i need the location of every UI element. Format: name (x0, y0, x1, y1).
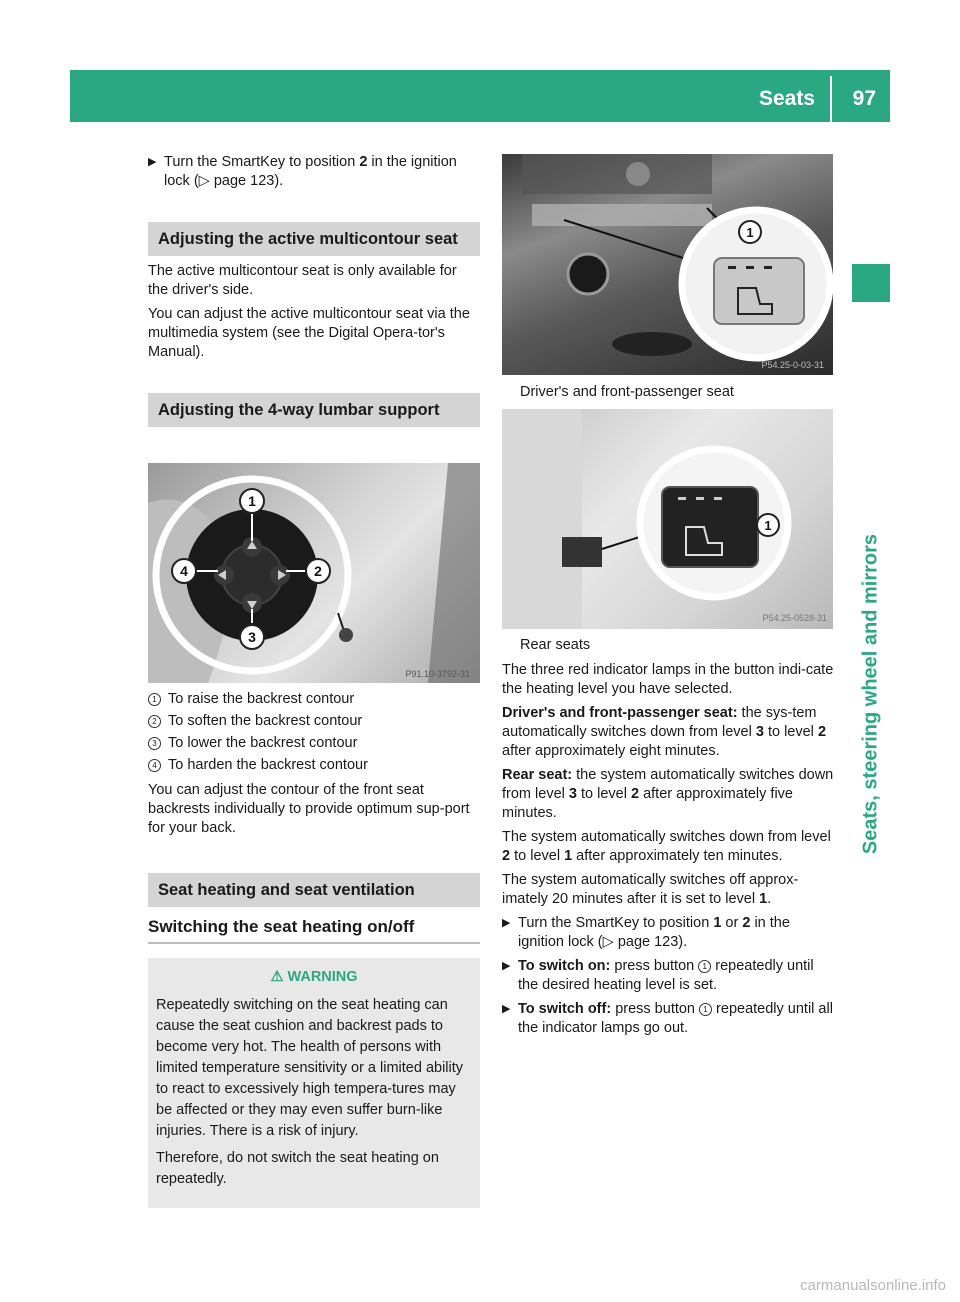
caption-rear: Rear seats (520, 637, 591, 653)
callout-3: 3 (248, 629, 256, 645)
left-column (148, 153, 480, 433)
header-divider (830, 76, 832, 122)
multicontour-p2: You can adjust the active multicontour seat via the multimedia system (see the Digital Opera-tor's Manual). (148, 306, 470, 360)
image-code: P91.10-3792-31 (405, 669, 470, 679)
page-reference-link[interactable]: page 123). (213, 173, 284, 189)
lumbar-body: You can adjust the contour of the front seat backrests individually to provide optimum sup-port for your back. (148, 782, 470, 836)
side-tab-marker (852, 264, 890, 302)
callout-number-icon: 4 (148, 759, 161, 772)
warning-p1: Repeatedly switching on the seat heating can cause the seat cushion and backrest pads to become very hot. The health of persons with limited temperature sensitivity or a limited ability to react to excessively high tempera-tures may be affected or they may even suffer burn-like injuries. There is a risk of injury. (156, 997, 464, 1139)
seat-heating-heading: Seat heating and seat ventilation (148, 873, 480, 907)
right-column-text (502, 661, 834, 1043)
lumbar-item-1: 1 To raise the backrest contour (148, 690, 480, 709)
lumbar-item-3: 3 To lower the backrest contour (148, 734, 480, 753)
image-code: P54.25-0528-31 (762, 613, 827, 623)
caption-front: Driver's and front-passenger seat (520, 384, 734, 400)
lumbar-diagram (148, 463, 480, 683)
step-arrow-icon: ▶ (502, 960, 511, 972)
multicontour-heading: Adjusting the active multicontour seat (148, 222, 480, 256)
rear-paragraph: Rear seat: the system automatically switches down from level 3 to level 2 after approximately five minutes. (502, 767, 834, 821)
front-seat-heating-photo (502, 154, 833, 375)
warning-p2: Therefore, do not switch the seat heating on repeatedly. (156, 1150, 439, 1187)
down-paragraph: The system automatically switches down from level 2 to level 1 after approximately ten minutes. (502, 829, 831, 864)
callout-number-icon: 3 (148, 737, 161, 750)
lumbar-item-2: 2 To soften the backrest contour (148, 712, 480, 731)
step-arrow-icon: ▶ (148, 156, 157, 168)
warning-icon: ⚠ (270, 969, 284, 985)
callout-1: 1 (764, 518, 772, 533)
lumbar-item-4: 4 To harden the backrest contour (148, 756, 480, 775)
warning-box (148, 958, 480, 1208)
step-turn-smartkey: ▶ Turn the SmartKey to position 2 in the ignition lock (▷ page 123). (148, 154, 457, 189)
front-seat-diagram (502, 154, 833, 375)
off-paragraph: The system automatically switches off approx-imately 20 minutes after it is set to level 1. (502, 872, 799, 907)
step-arrow-icon: ▶ (502, 917, 511, 929)
switching-heading: Switching the seat heating on/off (148, 913, 480, 944)
callout-number-icon: 1 (148, 693, 161, 706)
step-turn-smartkey-2: ▶ Turn the SmartKey to position 1 or 2 in the ignition lock (▷ page 123). (502, 915, 790, 950)
image-code: P54.25-0-03-31 (761, 360, 824, 370)
lumbar-heading: Adjusting the 4-way lumbar support (148, 393, 480, 427)
callout-2: 2 (314, 563, 322, 579)
step-arrow-icon: ▶ (502, 1003, 511, 1015)
callout-number-icon: 1 (698, 960, 711, 973)
rear-seat-heating-photo (502, 409, 833, 629)
multicontour-p1: The active multicontour seat is only available for the driver's side. (148, 263, 457, 298)
callout-1: 1 (746, 225, 754, 240)
step-switch-off: ▶ To switch off: press button 1 repeatedly until all the indicator lamps go out. (502, 1001, 833, 1036)
driver-paragraph: Driver's and front-passenger seat: the sys-tem automatically switches down from level 3 to level 2 after approximately eight minutes. (502, 705, 827, 759)
callout-number-icon: 1 (699, 1003, 712, 1016)
lumbar-photo (148, 463, 480, 683)
page-reference-icon: ▷ (602, 934, 614, 950)
header-section-title: Seats (758, 87, 815, 110)
callout-4: 4 (180, 563, 188, 579)
page-number: 97 (852, 87, 876, 110)
watermark: carmanualsonline.info (800, 1277, 946, 1294)
side-tab-label: Seats, steering wheel and mirrors (859, 533, 882, 855)
step-switch-on: ▶ To switch on: press button 1 repeatedly until the desired heating level is set. (502, 958, 814, 993)
warning-title: ⚠ WARNING (270, 969, 358, 985)
rear-seat-diagram (502, 409, 833, 629)
callout-1: 1 (248, 493, 256, 509)
lumbar-list-block (148, 690, 480, 1208)
page-reference-icon: ▷ (198, 173, 210, 189)
page-reference-link[interactable]: page 123). (617, 934, 688, 950)
callout-number-icon: 2 (148, 715, 161, 728)
indicator-paragraph: The three red indicator lamps in the button indi-cate the heating level you have selected. (502, 662, 834, 697)
